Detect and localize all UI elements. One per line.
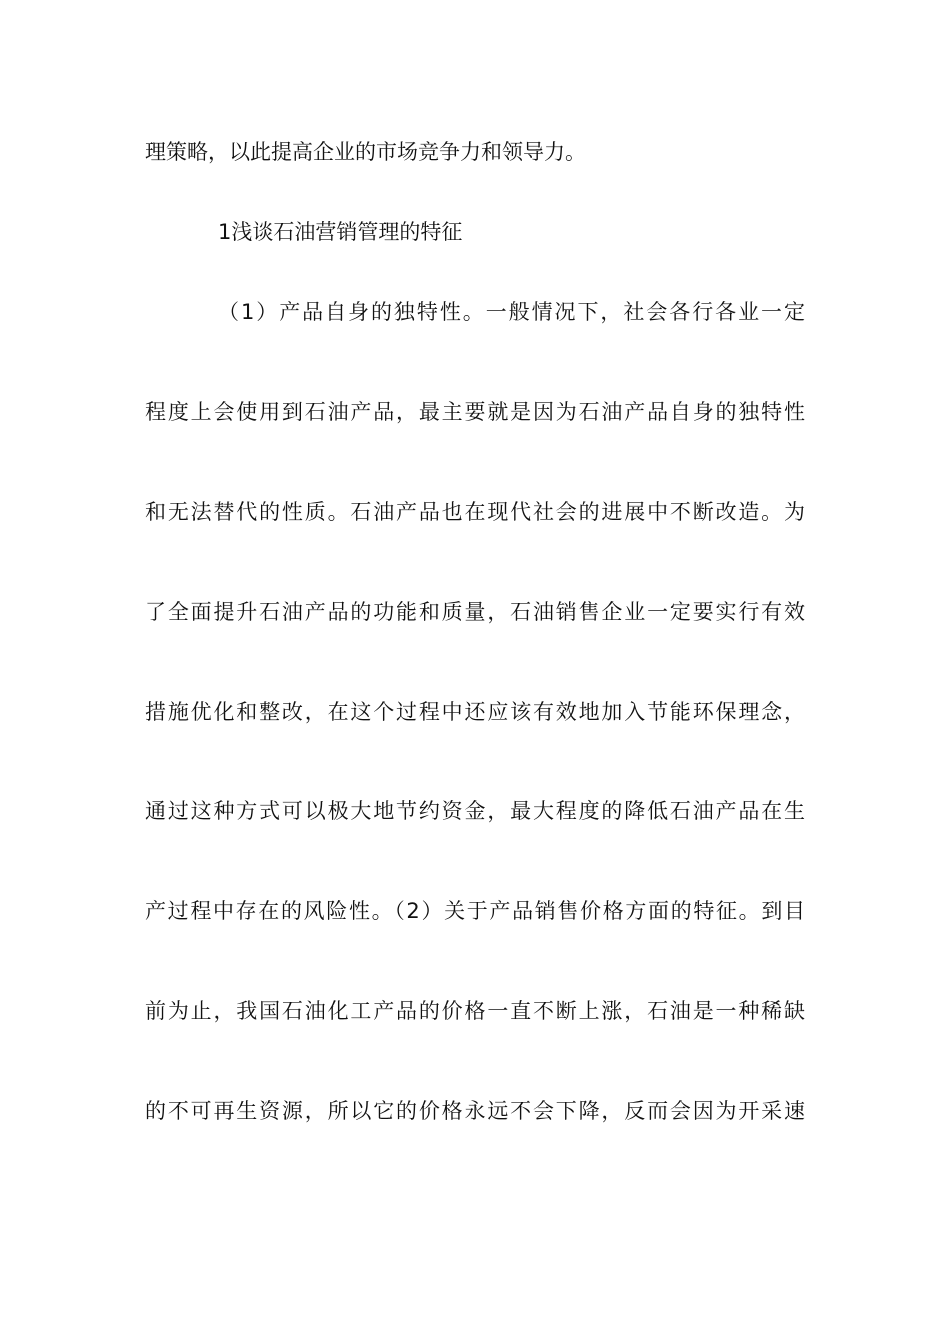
- paragraph-line-11: 的不可再生资源，所以它的价格永远不会下降，反而会因为开采速: [145, 1099, 805, 1123]
- paragraph-line-5: 和无法替代的性质。石油产品也在现代社会的进展中不断改造。为: [145, 500, 805, 524]
- paragraph-line-8: 通过这种方式可以极大地节约资金，最大程度的降低石油产品在生: [145, 799, 805, 823]
- paragraph-line-3: （1）产品自身的独特性。一般情况下，社会各行各业一定: [218, 300, 805, 324]
- section-heading: 1浅谈石油营销管理的特征: [218, 220, 463, 244]
- paragraph-line-10: 前为止，我国石油化工产品的价格一直不断上涨，石油是一种稀缺: [145, 999, 805, 1023]
- paragraph-line-7: 措施优化和整改，在这个过程中还应该有效地加入节能环保理念，: [145, 700, 805, 724]
- paragraph-line-6: 了全面提升石油产品的功能和质量，石油销售企业一定要实行有效: [145, 600, 805, 624]
- paragraph-line-4: 程度上会使用到石油产品，最主要就是因为石油产品自身的独特性: [145, 400, 805, 424]
- paragraph-line-1: 理策略，以此提高企业的市场竞争力和领导力。: [145, 140, 586, 164]
- paragraph-line-9: 产过程中存在的风险性。（2）关于产品销售价格方面的特征。到目: [145, 899, 805, 923]
